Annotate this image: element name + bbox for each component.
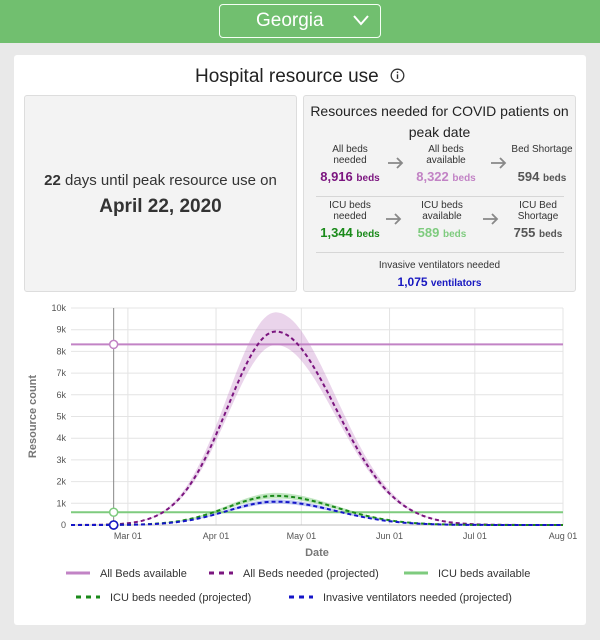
resources-title: Resources needed for COVID patients on peak date [310, 103, 569, 140]
icu-beds-needed-value: 1,344 [320, 225, 353, 240]
legend-label: ICU beds available [438, 568, 531, 580]
bed-shortage [508, 144, 576, 184]
all-beds-available [412, 144, 480, 184]
cursor-point [110, 508, 118, 516]
cursor-point [110, 340, 118, 348]
cursor-point [110, 521, 118, 529]
all-beds-needed-value: 8,916 [320, 169, 353, 184]
y-tick-label: 3k [56, 454, 66, 465]
y-tick-label: 1k [56, 498, 66, 509]
x-tick-label: May 01 [286, 531, 317, 541]
ventilators-label: Invasive ventilators needed [378, 260, 501, 271]
x-tick-label: Aug 01 [548, 531, 578, 541]
all-beds-needed-unit: beds [356, 173, 380, 184]
top-bar [0, 0, 600, 43]
state-select-value: Georgia [256, 10, 324, 31]
legend-label: Invasive ventilators needed (projected) [323, 592, 512, 604]
icu-beds-available [408, 200, 476, 240]
icu-beds-available-value: 589 [417, 225, 440, 240]
peak-panel [24, 95, 297, 292]
peak-days-text: days until peak resource use on [60, 172, 277, 189]
chevron-down-icon [352, 12, 370, 28]
y-tick-label: 10k [51, 303, 66, 313]
all-beds-available-unit: beds [452, 173, 476, 184]
resource-chart[interactable] [14, 300, 586, 620]
y-tick-label: 5k [56, 411, 66, 422]
all-beds-available-value: 8,322 [416, 169, 449, 184]
arrow-right-icon [385, 212, 403, 226]
arrow-right-icon [490, 156, 508, 170]
all-beds-row [316, 144, 573, 197]
icu-beds-available-label: ICU beds available [421, 200, 463, 222]
y-tick-label: 7k [56, 368, 66, 379]
legend-label: All Beds needed (projected) [243, 568, 379, 580]
ventilators-needed [304, 260, 575, 289]
card-title [14, 66, 586, 88]
bed-shortage-label: Bed Shortage [511, 144, 573, 155]
x-tick-label: Jul 01 [462, 531, 487, 541]
resources-panel [303, 95, 576, 292]
all-beds-available-label: All beds available [426, 144, 466, 166]
x-tick-label: Mar 01 [113, 531, 142, 541]
peak-days: 22 [44, 172, 61, 189]
y-tick-label: 8k [56, 346, 66, 357]
y-tick-label: 9k [56, 324, 66, 335]
y-tick-label: 0 [60, 520, 66, 530]
x-tick-label: Apr 01 [202, 531, 230, 541]
ventilators-unit: ventilators [430, 278, 482, 289]
y-tick-label: 6k [56, 389, 66, 400]
hospital-resource-card [14, 55, 586, 625]
arrow-right-icon [482, 212, 500, 226]
y-axis-title: Resource count [27, 374, 39, 459]
peak-countdown [25, 172, 296, 189]
legend-label: ICU beds needed (projected) [110, 592, 252, 604]
peak-date: April 22, 2020 [99, 196, 222, 217]
icu-bed-shortage-unit: beds [538, 229, 563, 240]
card-title-text: Hospital resource use [194, 66, 379, 87]
icu-beds-row [316, 200, 564, 253]
icu-beds-needed-unit: beds [356, 229, 380, 240]
legend-label: All Beds available [100, 568, 187, 580]
icu-bed-shortage-label: ICU Bed Shortage [517, 200, 559, 222]
y-tick-label: 4k [56, 433, 66, 444]
all-beds-needed-label: All beds needed [332, 144, 368, 166]
x-axis-title: Date [305, 547, 329, 559]
ventilators-value: 1,075 [397, 275, 428, 289]
icu-beds-available-unit: beds [442, 229, 467, 240]
x-tick-label: Jun 01 [376, 531, 404, 541]
icu-beds-needed [316, 200, 384, 240]
resource-chart-svg[interactable] [14, 300, 586, 620]
state-select[interactable] [219, 4, 381, 38]
icu-bed-shortage [504, 200, 572, 240]
y-tick-label: 2k [56, 476, 66, 487]
arrow-right-icon [387, 156, 405, 170]
all-beds-needed [316, 144, 384, 184]
info-icon[interactable] [390, 68, 405, 83]
icu-beds-needed-label: ICU beds needed [329, 200, 371, 222]
bed-shortage-value: 594 [517, 169, 540, 184]
icu-bed-shortage-value: 755 [513, 225, 536, 240]
bed-shortage-unit: beds [542, 173, 567, 184]
